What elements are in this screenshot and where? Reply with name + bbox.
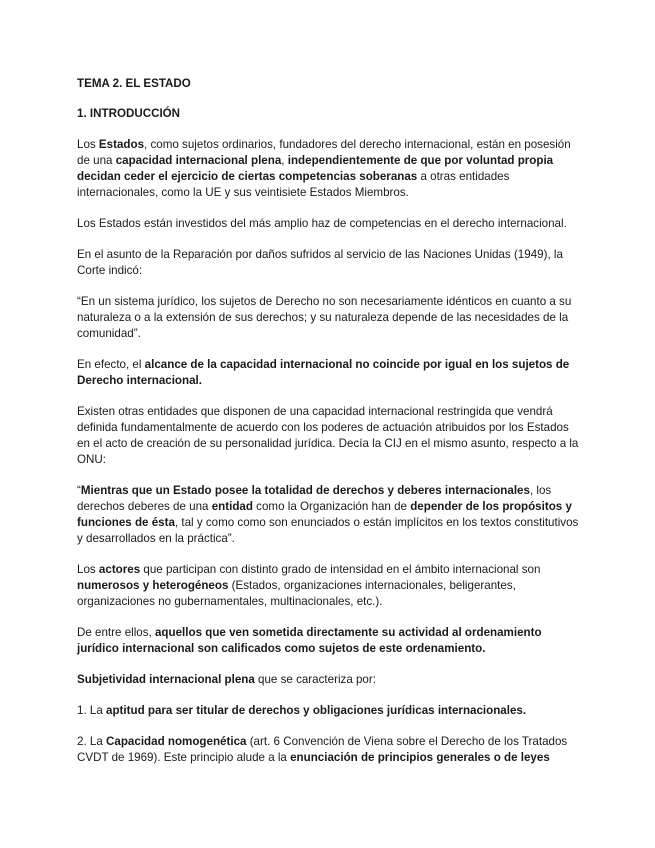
bold-run: Subjetividad internacional plena <box>77 673 255 686</box>
list-item-aptitud: 1. La aptitud para ser titular de derechos y obligaciones jurídicas internacionales. <box>77 704 527 717</box>
bold-run: numerosos y heterogéneos <box>77 579 229 592</box>
bold-run: Capacidad nomogenética <box>106 735 247 748</box>
paragraph-actores: Los actores que participan con distinto grado de intensidad en el ámbito internacional son numerosos y heterogéneos (Estados, organizaciones internacionales, beligerantes, organizaciones no gubernamentales, multinacionales, etc.). <box>77 563 541 608</box>
bold-run: actores <box>98 563 141 576</box>
bold-run: alcance de la capacidad internacional no coincide por igual en los sujetos de Derecho internacional. <box>77 358 570 387</box>
section-heading-introduction: 1. INTRODUCCIÓN <box>77 107 181 120</box>
paragraph-estados-capacidad-plena: Los Estados, como sujetos ordinarios, fundadores del derecho internacional, están en posesión de una capacidad internacional plena, independientemente de que por voluntad propia decidan ceder el ejercicio de ciertas competencias soberanas a otras entidades internacionales, como la UE y sus veintisiete Estados Miembros. <box>77 138 571 199</box>
bold-run: Estados <box>98 138 145 151</box>
bold-run: capacidad internacional plena <box>115 154 282 167</box>
paragraph-reparacion-danos: En el asunto de la Reparación por daños sufridos al servicio de las Naciones Unidas (1949), la Corte indicó: <box>77 248 563 277</box>
document-title: TEMA 2. EL ESTADO <box>77 77 191 90</box>
document-body <box>77 76 581 781</box>
quote-corte: “En un sistema jurídico, los sujetos de Derecho no son necesariamente idénticos en cuanto a su naturaleza o a la extensión de sus derechos; y su naturaleza depende de las necesidades de la comunidad”. <box>77 295 572 340</box>
paragraph-capacidad-restringida: Existen otras entidades que disponen de una capacidad internacional restringida que vendrá definida fundamentalmente de acuerdo con los poderes de actuación atribuidos por los Estados en el acto de creación de su personalidad jurídica. Decía la CIJ en el mismo asunto, respecto a la ONU: <box>77 405 579 466</box>
paragraph-subjetividad-plena: Subjetividad internacional plena que se caracteriza por: <box>77 673 376 686</box>
bold-run: aquellos que ven sometida directamente su actividad al ordenamiento jurídico internacional son calificados como sujetos de este ordenamiento. <box>77 626 542 655</box>
paragraph-sujetos-ordenamiento: De entre ellos, aquellos que ven sometida directamente su actividad al ordenamiento jurídico internacional son calificados como sujetos de este ordenamiento. <box>77 626 542 655</box>
bold-run: entidad <box>211 500 253 513</box>
bold-run: depender de los propósitos y funciones de ésta <box>77 500 572 529</box>
bold-run: aptitud para ser titular de derechos y obligaciones jurídicas internacionales. <box>106 704 527 717</box>
bold-run: Mientras que un Estado posee la totalidad de derechos y deberes internacionales <box>80 484 530 497</box>
paragraph-alcance-capacidad: En efecto, el alcance de la capacidad internacional no coincide por igual en los sujetos de Derecho internacional. <box>77 358 570 387</box>
bold-run: independientemente de que por voluntad propia decidan ceder el ejercicio de ciertas competencias soberanas <box>77 154 554 183</box>
list-item-capacidad-nomogenetica: 2. La Capacidad nomogenética (art. 6 Convención de Viena sobre el Derecho de los Tratados CVDT de 1969). Este principio alude a la enunciación de principios generales o de leyes <box>77 735 568 764</box>
quote-cij-onu: “Mientras que un Estado posee la totalidad de derechos y deberes internacionales, los derechos deberes de una entidad como la Organización han de depender de los propósitos y funciones de ésta, tal y como como son enunciados o están implícitos en los textos constitutivos y desarrollados en la práctica”. <box>77 484 579 545</box>
paragraph-competencias: Los Estados están investidos del más amplio haz de competencias en el derecho internacional. <box>77 217 567 230</box>
bold-run: enunciación de principios generales o de leyes <box>290 751 550 764</box>
